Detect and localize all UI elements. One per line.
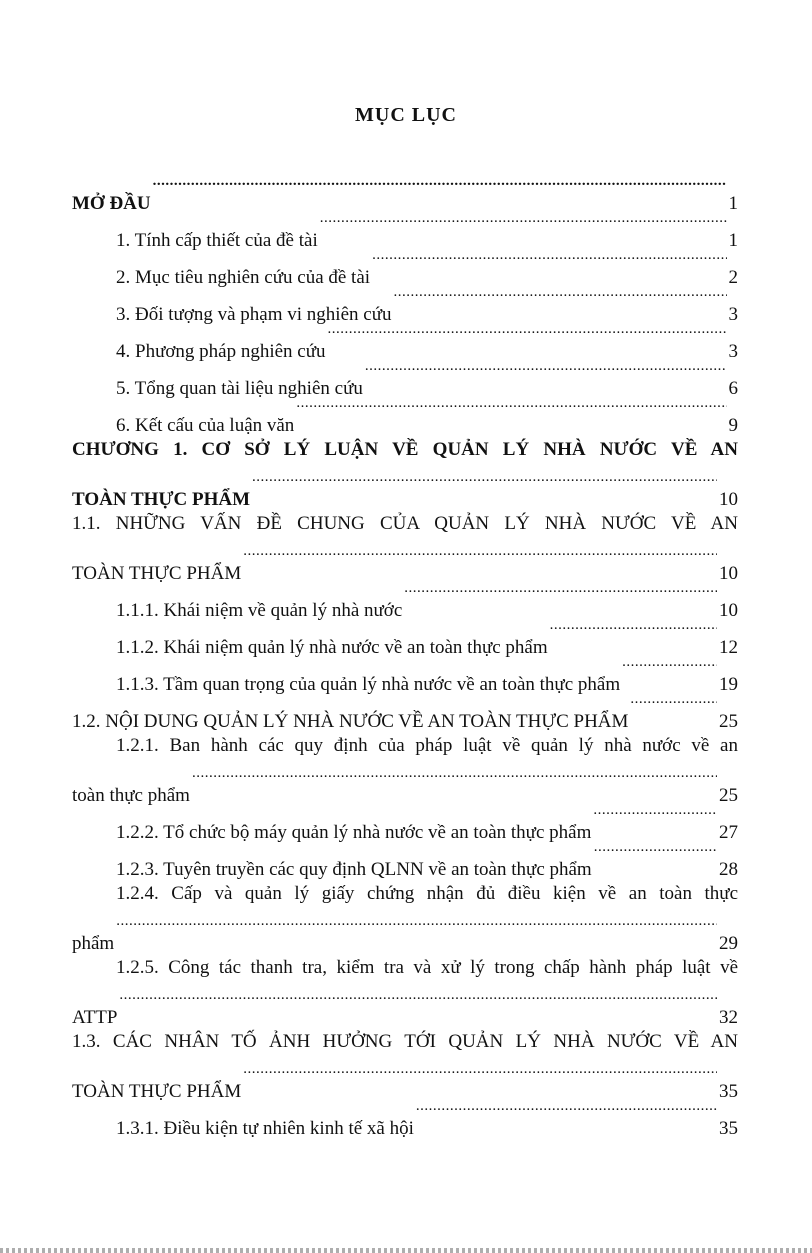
toc-entry-section-1-3[interactable] <box>72 1023 738 1102</box>
toc-entry[interactable] <box>72 616 738 658</box>
toc-entry[interactable] <box>72 394 738 436</box>
toc-entry-text: 1.2.1. Ban hành các quy định của pháp luật về quản lý nhà nước về an <box>116 735 738 756</box>
toc-page-number: 10 <box>719 600 738 621</box>
toc-page-number: 32 <box>719 1007 738 1028</box>
toc-entry[interactable] <box>72 209 738 251</box>
toc-entry-mo-dau[interactable] <box>72 172 738 214</box>
toc-entry-text: 1.2. NỘI DUNG QUẢN LÝ NHÀ NƯỚC VỀ AN TOÀN THỰC PHẨM <box>72 711 629 732</box>
toc-entry-text: CHƯƠNG 1. CƠ SỞ LÝ LUẬN VỀ QUẢN LÝ NHÀ NƯỚC VỀ AN <box>72 439 738 460</box>
toc-entry-chuong-1[interactable] <box>72 431 738 510</box>
toc-page-number: 28 <box>719 859 738 880</box>
toc-entry-text: 1.2.5. Công tác thanh tra, kiểm tra và xử lý trong chấp hành pháp luật về <box>116 957 738 978</box>
toc-entry-section-1-1[interactable] <box>72 505 738 584</box>
dot-leader <box>550 616 717 653</box>
dot-leader <box>630 690 717 727</box>
toc-page-number: 19 <box>719 674 738 695</box>
toc-page-number: 25 <box>719 785 738 806</box>
toc-entry[interactable] <box>72 949 738 1028</box>
toc-entry-text: 1.1. NHỮNG VẤN ĐỀ CHUNG CỦA QUẢN LÝ NHÀ NƯỚC VỀ AN <box>72 513 738 534</box>
toc-page-number: 1 <box>728 193 738 214</box>
toc-page-number: 27 <box>719 822 738 843</box>
toc-entry[interactable] <box>72 801 738 843</box>
toc-entry-text: 1.2.2. Tổ chức bộ máy quản lý nhà nước về an toàn thực phẩm <box>116 822 592 843</box>
toc-entry[interactable] <box>72 727 738 806</box>
toc-entry[interactable] <box>72 838 738 880</box>
toc-title: MỤC LỤC <box>355 104 457 126</box>
toc-entry-text-cont: toàn thực phẩm <box>72 785 190 806</box>
dot-leader <box>365 357 727 394</box>
toc-page-number: 1 <box>728 230 738 251</box>
toc-page-number: 6 <box>728 378 738 399</box>
dot-leader <box>116 912 717 949</box>
toc-entry[interactable] <box>72 875 738 954</box>
dot-leader <box>192 764 717 801</box>
toc-page-number: 10 <box>719 489 738 510</box>
dot-leader <box>328 320 727 357</box>
toc-entry-text: 1.2.4. Cấp và quản lý giấy chứng nhận đủ điều kiện về an toàn thực <box>116 883 738 904</box>
toc-entry[interactable] <box>72 1097 738 1139</box>
toc-entry-text: 3. Đối tượng và phạm vi nghiên cứu <box>116 304 392 325</box>
dot-leader <box>404 579 717 616</box>
dot-leader <box>320 209 727 246</box>
dot-leader <box>394 283 727 320</box>
dot-leader <box>252 468 717 505</box>
toc-entry[interactable] <box>72 283 738 325</box>
dot-leader <box>296 394 726 431</box>
toc-entry-text: 2. Mục tiêu nghiên cứu của đề tài <box>116 267 371 288</box>
toc-entry-text: 4. Phương pháp nghiên cứu <box>116 341 326 362</box>
toc-entry-text: 1.3.1. Điều kiện tự nhiên kinh tế xã hội <box>116 1118 414 1139</box>
toc-entry-text-cont: TOÀN THỰC PHẨM <box>72 489 251 510</box>
toc-page-number: 25 <box>719 711 738 732</box>
toc-entry-text-cont: phẩm <box>72 933 115 954</box>
toc-entry-text: 1.1.3. Tầm quan trọng của quản lý nhà nước về an toàn thực phẩm <box>116 674 621 695</box>
toc-page-number: 35 <box>719 1118 738 1139</box>
toc-entry-text-cont: TOÀN THỰC PHẨM <box>72 563 242 584</box>
dot-leader <box>372 246 726 283</box>
toc-page-number: 35 <box>719 1081 738 1102</box>
toc-entry-text: 1.1.1. Khái niệm về quản lý nhà nước <box>116 600 403 621</box>
toc-entry-text-cont: TOÀN THỰC PHẨM <box>72 1081 242 1102</box>
toc-page-number: 3 <box>728 341 738 362</box>
toc-page-number: 12 <box>719 637 738 658</box>
dot-leader <box>153 172 727 209</box>
toc-page-number: 9 <box>728 415 738 436</box>
dot-leader <box>593 801 717 838</box>
toc-page-number: 29 <box>719 933 738 954</box>
toc-entry-text: 1.1.2. Khái niệm quản lý nhà nước về an toàn thực phẩm <box>116 637 548 658</box>
page-bottom-edge <box>0 1248 812 1253</box>
dot-leader <box>119 986 717 1023</box>
toc-page-number: 3 <box>728 304 738 325</box>
toc-entry-text: 1. Tính cấp thiết của đề tài <box>116 230 318 251</box>
dot-leader <box>243 1060 717 1097</box>
toc-entry-text: MỞ ĐẦU <box>72 193 151 214</box>
toc-entry-text: 6. Kết cấu của luận văn <box>116 415 295 436</box>
toc-entry-text: 1.2.3. Tuyên truyền các quy định QLNN về an toàn thực phẩm <box>116 859 592 880</box>
toc-entry-text: 5. Tổng quan tài liệu nghiên cứu <box>116 378 363 399</box>
toc-entry[interactable] <box>72 653 738 695</box>
toc-entry[interactable] <box>72 579 738 621</box>
toc-entry[interactable] <box>72 246 738 288</box>
toc-entry-text: 1.3. CÁC NHÂN TỐ ẢNH HƯỞNG TỚI QUẢN LÝ NHÀ NƯỚC VỀ AN <box>72 1031 738 1052</box>
dot-leader <box>243 542 717 579</box>
toc-entry[interactable] <box>72 357 738 399</box>
toc-page-number: 2 <box>728 267 738 288</box>
table-of-contents <box>72 172 738 1139</box>
dot-leader <box>594 838 717 875</box>
toc-entry[interactable] <box>72 320 738 362</box>
toc-page-number: 10 <box>719 563 738 584</box>
toc-entry-section-1-2[interactable] <box>72 690 738 732</box>
dot-leader <box>622 653 717 690</box>
dot-leader <box>416 1097 717 1134</box>
toc-entry-text-cont: ATTP <box>72 1007 118 1028</box>
